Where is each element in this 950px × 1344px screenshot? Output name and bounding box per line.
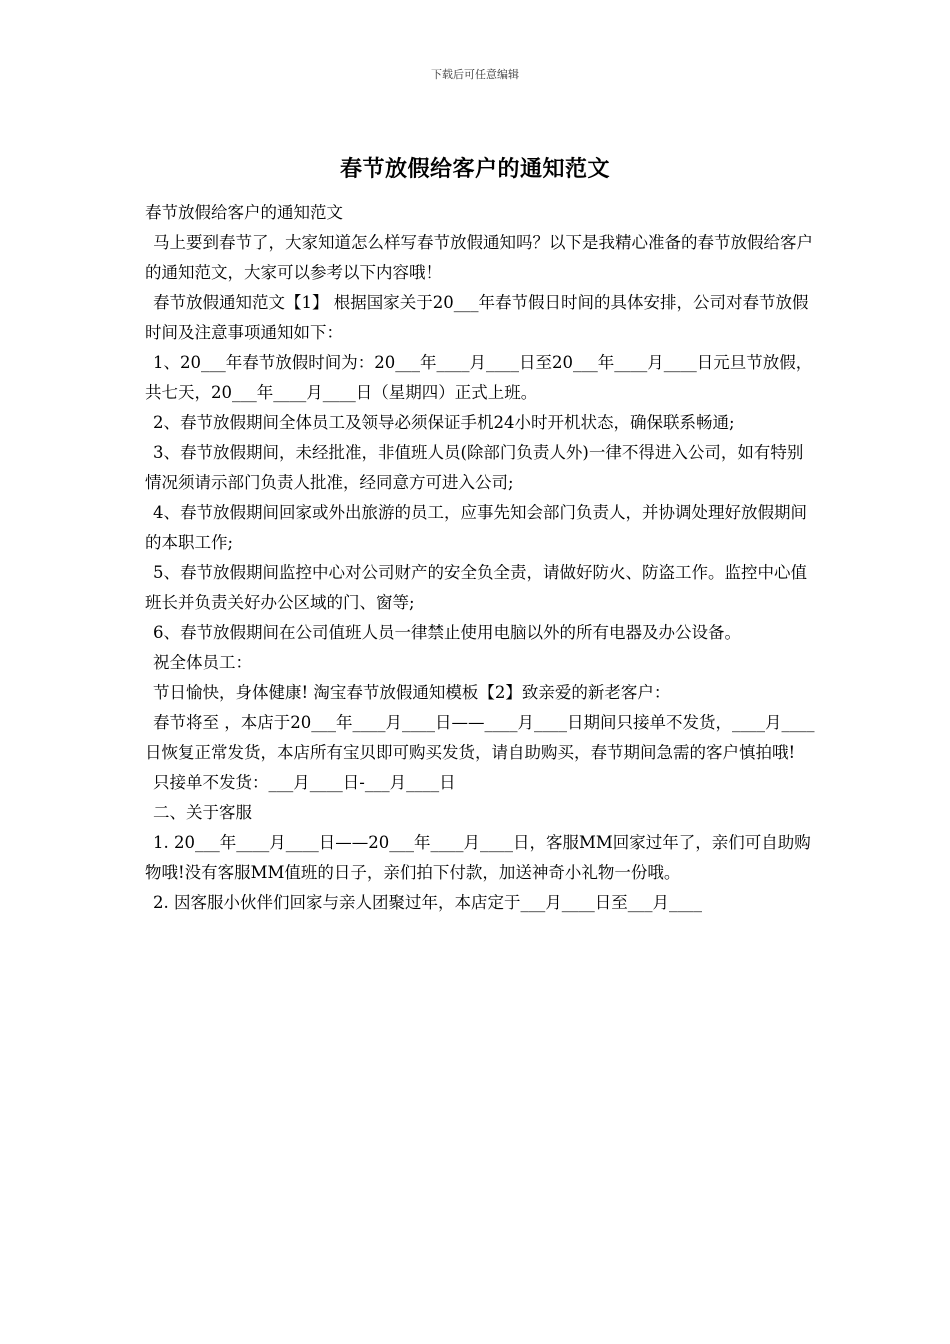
paragraph-section-customer-service: 二、关于客服	[153, 803, 252, 822]
document-title: 春节放假给客户的通知范文	[339, 156, 610, 182]
paragraph-item-1: 1、20___年春节放假时间为：20___年____月____日至20___年____月____日元旦节放假，共七天，20___年____月____日（星期四）正式上班。	[145, 353, 813, 402]
paragraph-cs-1: 1. 20___年____月____日——20___年____月____日，客服MM回家过年了，亲们可自助购物哦!没有客服MM值班的日子，亲们拍下付款，加送神奇小礼物一份哦。	[145, 833, 811, 882]
paragraph-notice-1: 春节放假通知范文【1】 根据国家关于20___年春节假日时间的具体安排，公司对春节放假时间及注意事项通知如下：	[145, 293, 809, 342]
paragraph-item-5: 5、春节放假期间监控中心对公司财产的安全负全责，请做好防火、防盗工作。监控中心值班长并负责关好办公区域的门、窗等;	[145, 563, 807, 612]
paragraph-wishes: 节日愉快，身体健康! 淘宝春节放假通知模板【2】致亲爱的新老客户：	[153, 683, 671, 702]
paragraph-order-only: 只接单不发货：___月____日-___月____日	[153, 773, 456, 792]
document-body	[145, 198, 815, 918]
header-note: 下载后可任意编辑	[431, 68, 519, 81]
paragraph-item-3: 3、春节放假期间，未经批准，非值班人员(除部门负责人外)一律不得进入公司，如有特别情况须请示部门负责人批准，经同意方可进入公司;	[145, 443, 804, 492]
paragraph-cs-2: 2. 因客服小伙伴们回家与亲人团聚过年，本店定于___月____日至___月____	[153, 893, 702, 912]
paragraph-intro: 马上要到春节了，大家知道怎么样写春节放假通知吗？以下是我精心准备的春节放假给客户的通知范文，大家可以参考以下内容哦！	[145, 233, 813, 282]
paragraph-item-4: 4、春节放假期间回家或外出旅游的员工，应事先知会部门负责人，并协调处理好放假期间的本职工作;	[145, 503, 807, 552]
paragraph-shop-notice: 春节将至 ，本店于20___年____月____日——____月____日期间只接单不发货，____月____日恢复正常发货，本店所有宝贝即可购买发货，请自助购买，春节期间急需的客户慎拍哦!	[145, 713, 815, 762]
paragraph-greeting: 祝全体员工：	[153, 653, 252, 672]
paragraph-item-6: 6、春节放假期间在公司值班人员一律禁止使用电脑以外的所有电器及办公设备。	[153, 623, 741, 642]
paragraph-item-2: 2、春节放假期间全体员工及领导必须保证手机24小时开机状态，确保联系畅通;	[153, 413, 735, 432]
paragraph-subtitle: 春节放假给客户的通知范文	[145, 203, 343, 222]
